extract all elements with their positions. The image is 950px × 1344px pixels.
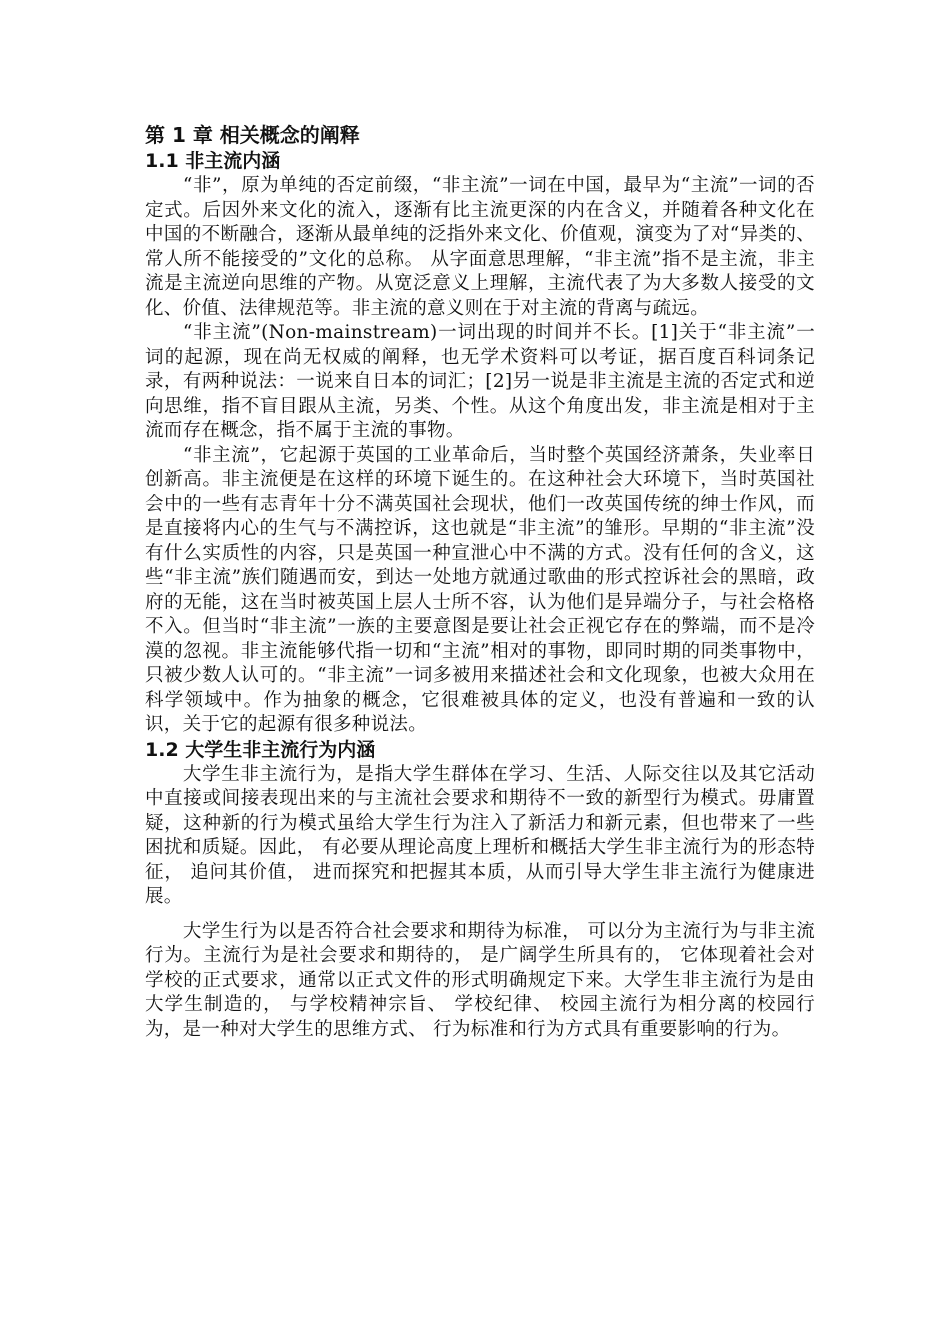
paragraph: 大学生行为以是否符合社会要求和期待为标准， 可以分为主流行为与非主流行为。主流行为是社会要求和期待的， 是广阔学生所具有的， 它体现着社会对学校的正式要求，通常以正式文件的形式明确规定下来。大学生非主流行为是由大学生制造的， 与学校精神宗旨、 学校纪律、 校园主流行为相分离的校园行为，是一种对大学生的思维方式、 行为标准和行为方式具有重要影响的行为。 [145,920,815,1040]
paragraph: “非”，原为单纯的否定前缀，“非主流”一词在中国，最早为“主流”一词的否定式。后因外来文化的流入，逐渐有比主流更深的内在含义，并随着各种文化在中国的不断融合，逐渐从最单纯的泛指外来文化、价值观，演变为了对“异类的、常人所不能接受的”文化的总称。 从字面意思理解，“非主流”指不是主流，非主流是主流逆向思维的产物。从宽泛意义上理解，主流代表了为大多数人接受的文化、价值、法律规范等。非主流的意义则在于对主流的背离与疏远。 [145,175,815,319]
section-student-non-mainstream-behavior [145,738,815,1043]
section-non-mainstream-meaning [145,149,815,738]
chapter-title: 第 1 章 相关概念的阐释 [145,123,360,147]
section-heading: 1.1 非主流内涵 [145,150,281,172]
paragraph: 大学生非主流行为，是指大学生群体在学习、生活、人际交往以及其它活动中直接或间接表现出来的与主流社会要求和期待不一致的新型行为模式。毋庸置疑，这种新的行为模式虽给大学生行为注入了新活力和新元素，但也带来了一些困扰和质疑。因此， 有必要从理论高度上理析和概括大学生非主流行为的形态特征， 追问其价值， 进而探究和把握其本质，从而引导大学生非主流行为健康进展。 [145,763,815,907]
section-heading: 1.2 大学生非主流行为内涵 [145,738,376,761]
document-page [145,122,815,1042]
paragraph: “非主流”，它起源于英国的工业革命后，当时整个英国经济萧条，失业率日创新高。非主流便是在这样的环境下诞生的。在这种社会大环境下，当时英国社会中的一些有志青年十分不满英国社会现状，他们一改英国传统的绅士作风，而是直接将内心的生气与不满控诉，这也就是“非主流”的雏形。早期的“非主流”没有什么实质性的内容，只是英国一种宣泄心中不满的方式。没有任何的含义，这些“非主流”族们随遇而安，到达一处地方就通过歌曲的形式控诉社会的黑暗，政府的无能，这在当时被英国上层人士所不容，认为他们是异端分子，与社会格格不入。但当时“非主流”一族的主要意图是要让社会正视它存在的弊端，而不是冷漠的忽视。非主流能够代指一切和“主流”相对的事物，即同时期的同类事物中，只被少数人认可的。“非主流”一词多被用来描述社会和文化现象，也被大众用在科学领域中。作为抽象的概念，它很难被具体的定义，也没有普遍和一致的认识，关于它的起源有很多种说法。 [145,444,815,735]
paragraph: “非主流”(Non-mainstream)一词出现的时间并不长。[1]关于“非主流”一词的起源，现在尚无权威的阐释，也无学术资料可以考证，据百度百科词条记录，有两种说法：一说来自日本的词汇；[2]另一说是非主流是主流的否定式和逆向思维，指不盲目跟从主流，另类、个性。从这个角度出发，非主流是相对于主流而存在概念，指不属于主流的事物。 [145,322,815,441]
